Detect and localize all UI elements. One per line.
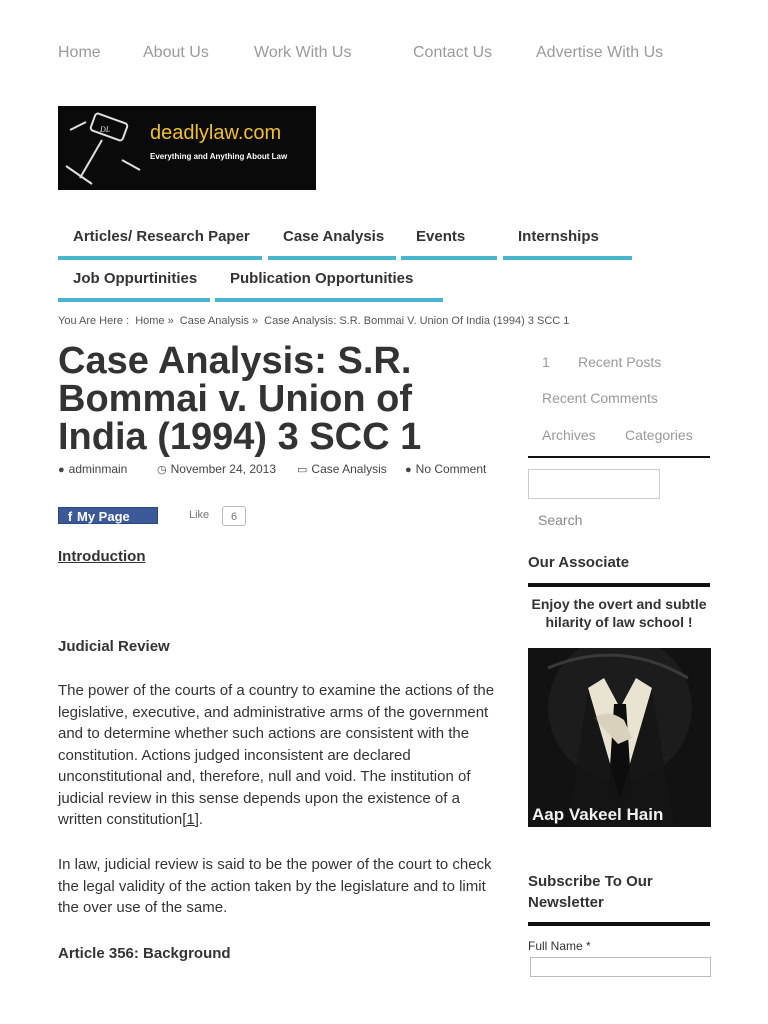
search-label[interactable]: Search — [538, 512, 583, 528]
associate-banner-image[interactable] — [528, 648, 711, 827]
facebook-icon: f — [67, 509, 73, 524]
breadcrumb-prefix: You Are Here : — [58, 315, 130, 327]
nav-home[interactable]: Home — [58, 44, 101, 61]
comments-text: No Comment — [415, 462, 487, 476]
tab-categories[interactable]: Categories — [625, 427, 693, 443]
tab-number[interactable]: 1 — [542, 354, 550, 370]
like-button[interactable]: Like — [189, 509, 210, 521]
full-name-label: Full Name * — [528, 939, 591, 953]
nav-about-us[interactable]: About Us — [143, 44, 209, 61]
page-title: Case Analysis: S.R. Bommai v. Union of India (1994) 3 SCC 1 — [58, 340, 422, 458]
site-logo[interactable] — [58, 106, 316, 190]
cat-articles-research-paper[interactable]: Articles/ Research Paper — [58, 226, 262, 260]
post-author[interactable] — [58, 462, 127, 476]
paragraph-judicial-review-law: In law, judicial review is said to be the power of the court to check the legal validity of the action taken by the legislature and to limit the over use of the same. — [58, 856, 492, 916]
footnote-link-1[interactable]: [1] — [182, 811, 199, 828]
full-name-input[interactable] — [530, 957, 711, 977]
nav-work-with-us[interactable]: Work With Us — [254, 44, 352, 61]
article-356-heading: Article 356: Background — [58, 945, 231, 962]
svg-text:DL: DL — [100, 125, 111, 134]
tab-recent-comments[interactable]: Recent Comments — [542, 390, 658, 406]
date-text: November 24, 2013 — [170, 462, 277, 476]
author-name: adminmain — [68, 462, 128, 476]
user-icon: ● — [58, 464, 65, 476]
post-category[interactable] — [297, 462, 387, 476]
introduction-heading: Introduction — [58, 548, 146, 565]
clock-icon: ◷ — [157, 464, 167, 476]
category-text: Case Analysis — [311, 462, 387, 476]
cat-job-oppurtinities[interactable]: Job Oppurtinities — [58, 268, 210, 302]
judicial-review-heading: Judicial Review — [58, 638, 170, 655]
logo-brand: deadlylaw.com — [150, 122, 282, 144]
post-comments[interactable] — [405, 462, 486, 476]
fb-button-label: My Page — [77, 509, 130, 524]
breadcrumb-current: Case Analysis: S.R. Bommai V. Union Of India (1994) 3 SCC 1 — [264, 315, 570, 327]
paragraph-judicial-review: The power of the courts of a country to examine the actions of the legislative, executive, and administrative arms of the government and to determine whether such actions are consistent with the constitution. Actions judged inconsistent are declared unconstitutional and, therefore, null and void. The institution of judicial review in this sense depends upon the existence of a written constitution[1]. — [58, 682, 495, 828]
tab-archives[interactable]: Archives — [542, 427, 596, 443]
logo-tagline: Everything and Anything About Law — [150, 152, 288, 161]
newsletter-title: Subscribe To Our Newsletter — [528, 873, 653, 911]
breadcrumb — [58, 315, 572, 327]
cat-publication-opportunities[interactable]: Publication Opportunities — [215, 268, 443, 302]
associate-text: Enjoy the overt and subtle hilarity of law school ! — [531, 596, 707, 630]
breadcrumb-home[interactable]: Home » — [135, 315, 174, 327]
nav-advertise-with-us[interactable]: Advertise With Us — [536, 44, 664, 61]
nav-contact-us[interactable]: Contact Us — [413, 44, 493, 61]
suited-figure-icon — [528, 648, 711, 827]
breadcrumb-case-analysis[interactable]: Case Analysis » — [179, 315, 259, 327]
tab-recent-posts[interactable]: Recent Posts — [578, 354, 662, 370]
associate-caption: Aap Vakeel Hain — [532, 805, 664, 824]
cat-internships[interactable]: Internships — [503, 226, 632, 260]
gavel-icon — [62, 110, 146, 188]
sidebar-divider — [528, 456, 710, 458]
file-icon: ▭ — [297, 464, 308, 476]
facebook-page-button[interactable] — [58, 507, 158, 524]
our-associate-title: Our Associate — [528, 554, 630, 571]
comment-icon: ● — [405, 464, 412, 476]
like-count: 6 — [222, 506, 246, 526]
cat-events[interactable]: Events — [401, 226, 497, 260]
cat-case-analysis[interactable]: Case Analysis — [268, 226, 396, 260]
post-date — [157, 462, 276, 476]
associate-divider — [528, 583, 710, 587]
search-input[interactable] — [528, 469, 660, 499]
newsletter-divider — [528, 922, 710, 926]
